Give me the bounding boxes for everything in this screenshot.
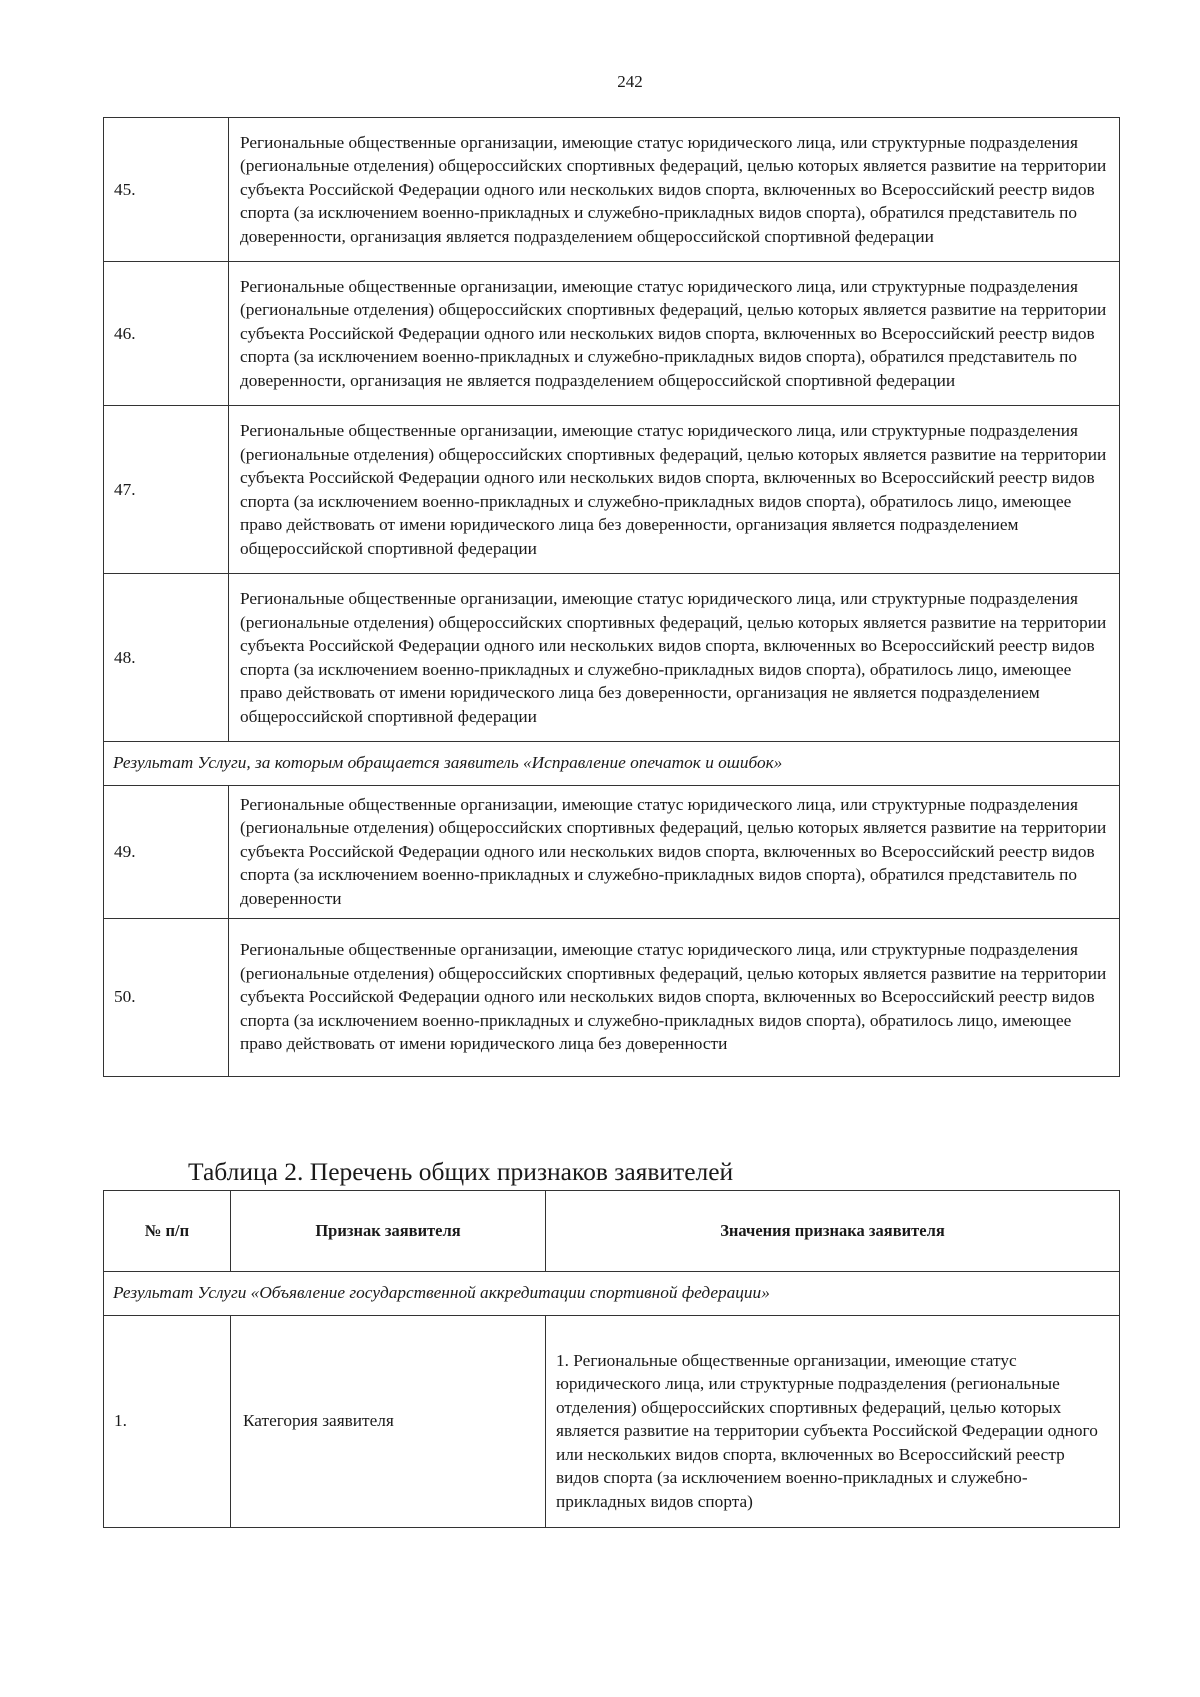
row-number: 45. <box>104 118 229 262</box>
table-row <box>104 574 1120 742</box>
table-row <box>104 262 1120 406</box>
applicant-attributes-table <box>103 1190 1120 1528</box>
row-number: 50. <box>104 918 229 1076</box>
section-row <box>104 1272 1120 1316</box>
row-number: 46. <box>104 262 229 406</box>
row-number: 47. <box>104 406 229 574</box>
row-number: 48. <box>104 574 229 742</box>
table-2-title: Таблица 2. Перечень общих признаков заявителей <box>188 1157 734 1186</box>
section-row <box>104 742 1120 786</box>
row-number: 49. <box>104 785 229 918</box>
section-heading: Результат Услуги, за которым обращается заявитель «Исправление опечаток и ошибок» <box>104 742 1120 786</box>
attribute-value: 1. Региональные общественные организации, имеющие статус юридического лица, или структурные подразделения (региональные отделения) общероссийских спортивных федераций, целью которых является развитие на территории субъекта Российской Федерации одного или нескольких видов спорта, включенных во Всероссийский реестр видов спорта (за исключением военно-прикладных и служебно-прикладных видов спорта) <box>546 1315 1120 1527</box>
row-description: Региональные общественные организации, имеющие статус юридического лица, или структурные подразделения (региональные отделения) общероссийских спортивных федераций, целью которых является развитие на территории субъекта Российской Федерации одного или нескольких видов спорта, включенных во Всероссийский реестр видов спорта (за исключением военно-прикладных и служебно-прикладных видов спорта), обратилось лицо, имеющее право действовать от имени юридического лица без доверенности <box>229 918 1120 1076</box>
table-row <box>104 1315 1120 1527</box>
row-description: Региональные общественные организации, имеющие статус юридического лица, или структурные подразделения (региональные отделения) общероссийских спортивных федераций, целью которых является развитие на территории субъекта Российской Федерации одного или нескольких видов спорта, включенных во Всероссийский реестр видов спорта (за исключением военно-прикладных и служебно-прикладных видов спорта), обратился представитель по доверенности <box>229 785 1120 918</box>
table-row <box>104 118 1120 262</box>
row-description: Региональные общественные организации, имеющие статус юридического лица, или структурные подразделения (региональные отделения) общероссийских спортивных федераций, целью которых является развитие на территории субъекта Российской Федерации одного или нескольких видов спорта, включенных во Всероссийский реестр видов спорта (за исключением военно-прикладных и служебно-прикладных видов спорта), обратилось лицо, имеющее право действовать от имени юридического лица без доверенности, организация не является подразделением общероссийской спортивной федерации <box>229 574 1120 742</box>
attribute-name: Категория заявителя <box>231 1315 546 1527</box>
column-header-attribute: Признак заявителя <box>231 1191 546 1272</box>
row-number: 1. <box>104 1315 231 1527</box>
table-header-row <box>104 1191 1120 1272</box>
column-header-number: № п/п <box>104 1191 231 1272</box>
table-row <box>104 918 1120 1076</box>
applicant-variants-table <box>103 117 1120 1077</box>
row-description: Региональные общественные организации, имеющие статус юридического лица, или структурные подразделения (региональные отделения) общероссийских спортивных федераций, целью которых является развитие на территории субъекта Российской Федерации одного или нескольких видов спорта, включенных во Всероссийский реестр видов спорта (за исключением военно-прикладных и служебно-прикладных видов спорта), обратилось лицо, имеющее право действовать от имени юридического лица без доверенности, организация является подразделением общероссийской спортивной федерации <box>229 406 1120 574</box>
row-description: Региональные общественные организации, имеющие статус юридического лица, или структурные подразделения (региональные отделения) общероссийских спортивных федераций, целью которых является развитие на территории субъекта Российской Федерации одного или нескольких видов спорта, включенных во Всероссийский реестр видов спорта (за исключением военно-прикладных и служебно-прикладных видов спорта), обратился представитель по доверенности, организация является подразделением общероссийской спортивной федерации <box>229 118 1120 262</box>
section-heading: Результат Услуги «Объявление государственной аккредитации спортивной федерации» <box>104 1272 1120 1316</box>
column-header-values: Значения признака заявителя <box>546 1191 1120 1272</box>
row-description: Региональные общественные организации, имеющие статус юридического лица, или структурные подразделения (региональные отделения) общероссийских спортивных федераций, целью которых является развитие на территории субъекта Российской Федерации одного или нескольких видов спорта, включенных во Всероссийский реестр видов спорта (за исключением военно-прикладных и служебно-прикладных видов спорта), обратился представитель по доверенности, организация не является подразделением общероссийской спортивной федерации <box>229 262 1120 406</box>
table-row <box>104 406 1120 574</box>
page-number: 242 <box>617 72 643 91</box>
table-row <box>104 785 1120 918</box>
